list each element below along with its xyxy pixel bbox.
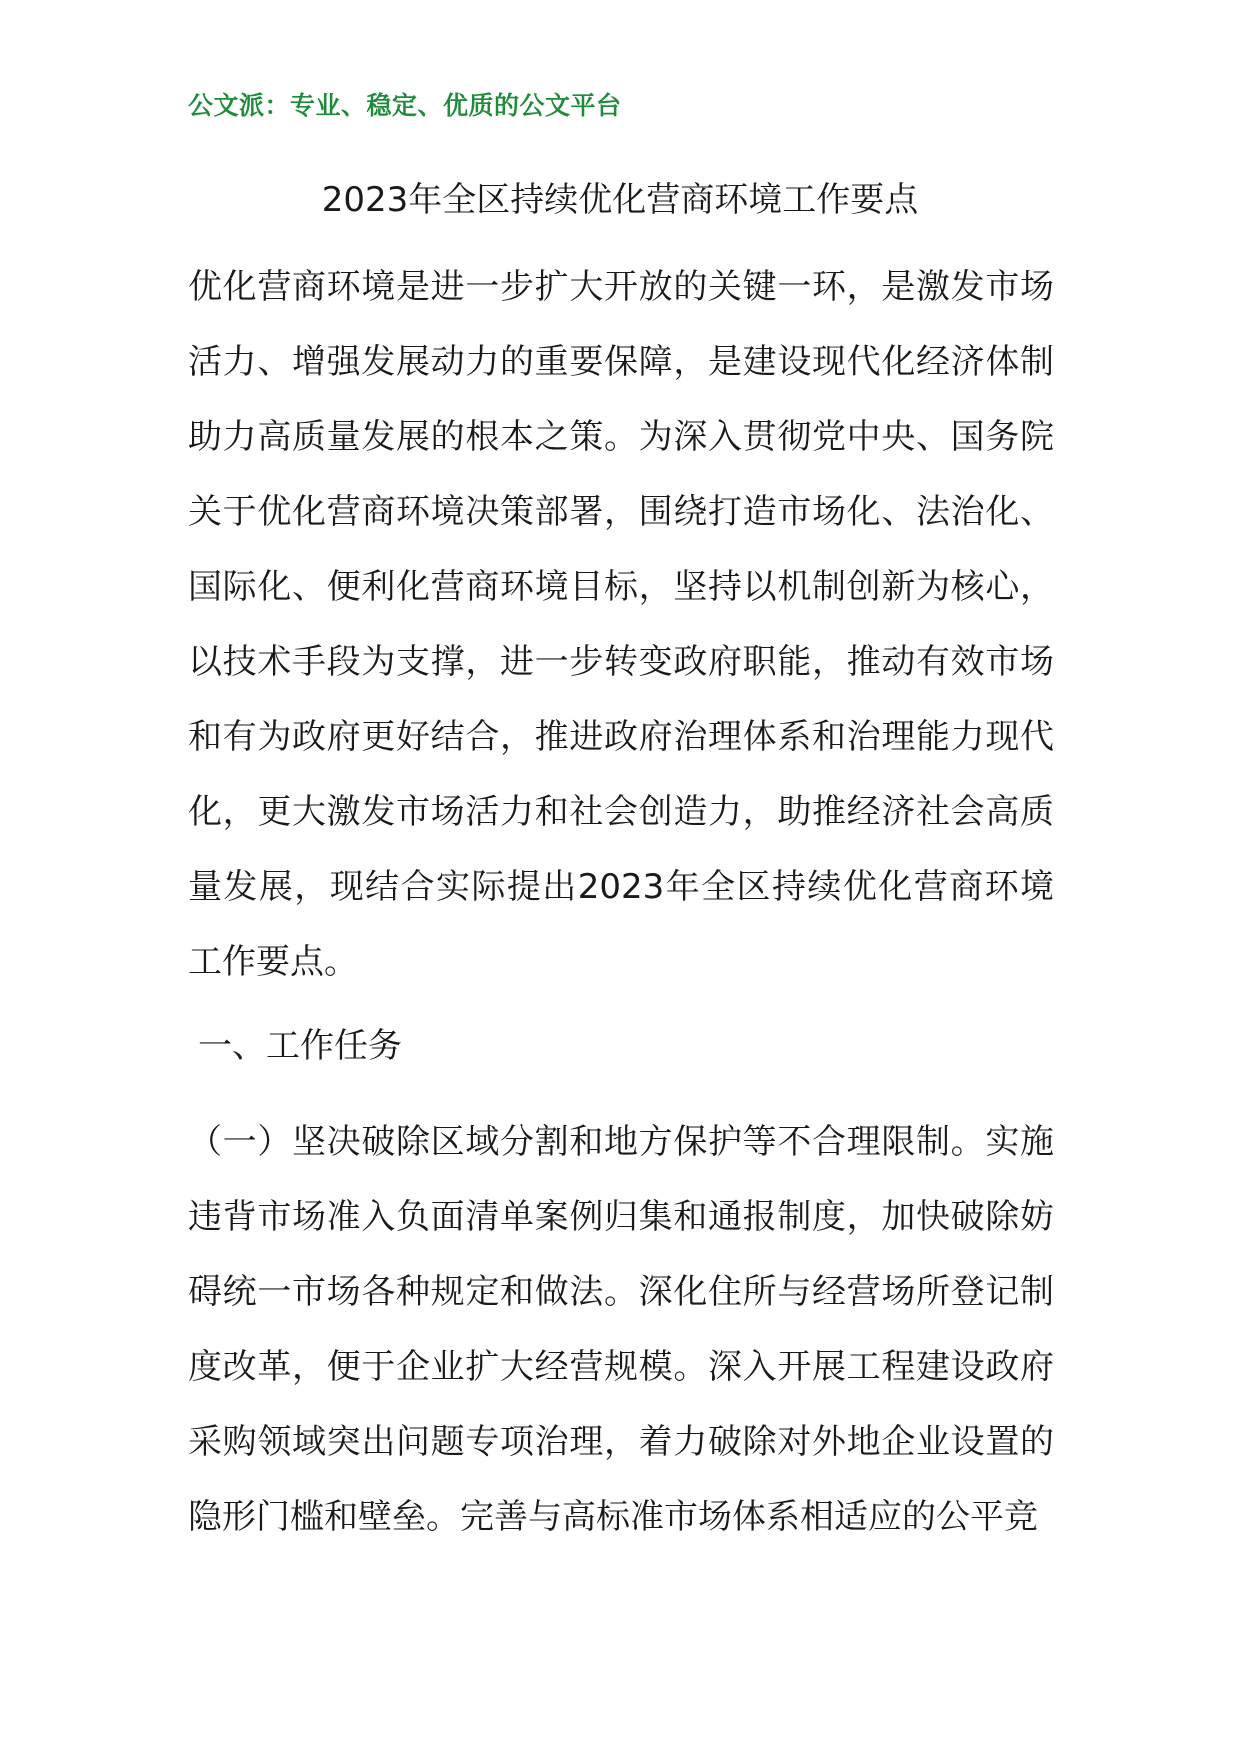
- intro-paragraph: 优化营商环境是进一步扩大开放的关键一环，是激发市场活力、增强发展动力的重要保障，是建设现代化经济体制助力高质量发展的根本之策。为深入贯彻党中央、国务院关于优化营商环境决策部署，围绕打造市场化、法治化、国际化、便利化营商环境目标，坚持以机制创新为核心，以技术手段为支撑，进一步转变政府职能，推动有效市场和有为政府更好结合，推进政府治理体系和治理能力现代化，更大激发市场活力和社会创造力，助推经济社会高质量发展，现结合实际提出2023年全区持续优化营商环境工作要点。: [188, 267, 1054, 982]
- task-paragraph: （一）坚决破除区域分割和地方保护等不合理限制。实施违背市场准入负面清单案例归集和通报制度，加快破除妨碍统一市场各种规定和做法。深化住所与经营场所登记制度改革，便于企业扩大经营规模。深入开展工程建设政府采购领域突出问题专项治理，着力破除对外地企业设置的隐形门槛和壁垒。完善与高标准市场体系相适应的公平竞: [188, 1122, 1054, 1537]
- section-heading: 一、工作任务: [198, 1026, 402, 1066]
- brand-header: 公文派：专业、稳定、优质的公文平台: [188, 91, 622, 120]
- document-title: 2023年全区持续优化营商环境工作要点: [321, 180, 919, 220]
